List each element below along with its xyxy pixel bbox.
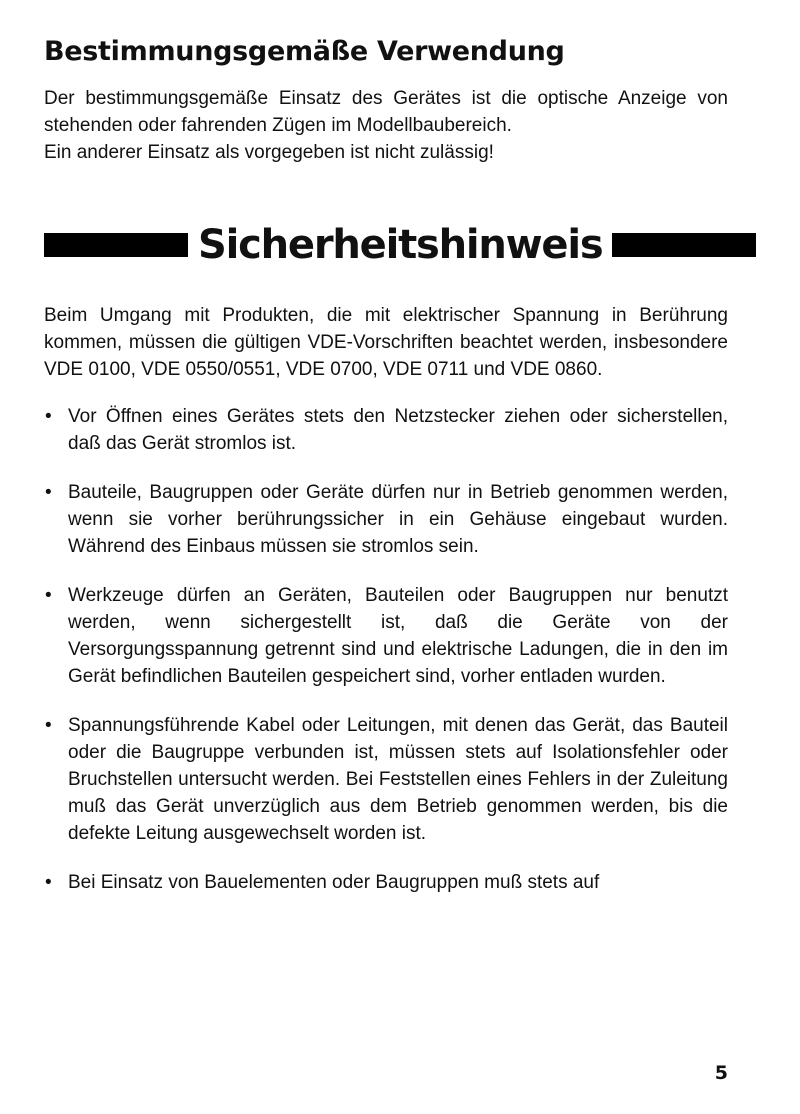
list-item [44,712,728,847]
intended-use-description: Der bestimmungsgemäße Einsatz des Gerätes ist die optische Anzeige von stehenden oder fahrenden Zügen im Modellbaubereich. [44,88,728,137]
list-item [44,869,728,896]
safety-intro: Beim Umgang mit Produkten, die mit elektrischer Spannung in Berührung kommen, müssen die gültigen VDE-Vorschriften beachtet werden, insbesondere VDE 0100, VDE 0550/0551, VDE 0700, VDE 0711 und VDE 0860. [44,305,728,381]
intended-use-text [44,85,728,166]
list-item-text: Spannungsführende Kabel oder Leitungen, mit denen das Gerät, das Bauteil oder die Baugruppe verbunden ist, müssen stets auf Isolationsfehler oder Bruchstellen untersucht werden. Bei Feststellen eines Fehlers in der Zuleitung muß das Gerät unverzüglich aus dem Betrieb genommen werden, bis die defekte Leitung ausgewechselt worden ist. [68,715,728,845]
list-item [44,582,728,690]
safety-heading: Sicherheitshinweis [198,222,603,269]
list-item [44,403,728,457]
intended-use-heading: Bestimmungsgemäße Verwendung [44,36,565,67]
left-heading-bar [44,233,188,257]
list-item-text: Vor Öffnen eines Gerätes stets den Netzstecker ziehen oder sicherstellen, daß das Gerät stromlos ist. [68,406,728,455]
intended-use-note: Ein anderer Einsatz als vorgegeben ist nicht zulässig! [44,142,494,164]
bullet-icon: • [45,406,52,428]
right-heading-bar [612,233,756,257]
page-number: 5 [714,1062,728,1084]
list-item-text: Werkzeuge dürfen an Geräten, Bauteilen oder Baugruppen nur benutzt werden, wenn sichergestellt ist, daß die Geräte von der Versorgungsspannung getrennt sind und elektrische Ladungen, die in den im Gerät befindlichen Bauteilen gespeichert sind, vorher entladen wurden. [68,585,728,688]
list-item [44,479,728,560]
safety-list [44,403,728,896]
bullet-icon: • [45,482,52,504]
manual-page [44,36,728,918]
bullet-icon: • [45,715,52,737]
list-item-text: Bauteile, Baugruppen oder Geräte dürfen nur in Betrieb genommen werden, wenn sie vorher berührungssicher in ein Gehäuse eingebaut wurden. Während des Einbaus müssen sie stromlos sein. [68,482,728,558]
safety-heading-banner [44,218,728,272]
bullet-icon: • [45,585,52,607]
bullet-icon: • [45,872,52,894]
list-item-text: Bei Einsatz von Bauelementen oder Baugruppen muß stets auf [68,872,600,894]
